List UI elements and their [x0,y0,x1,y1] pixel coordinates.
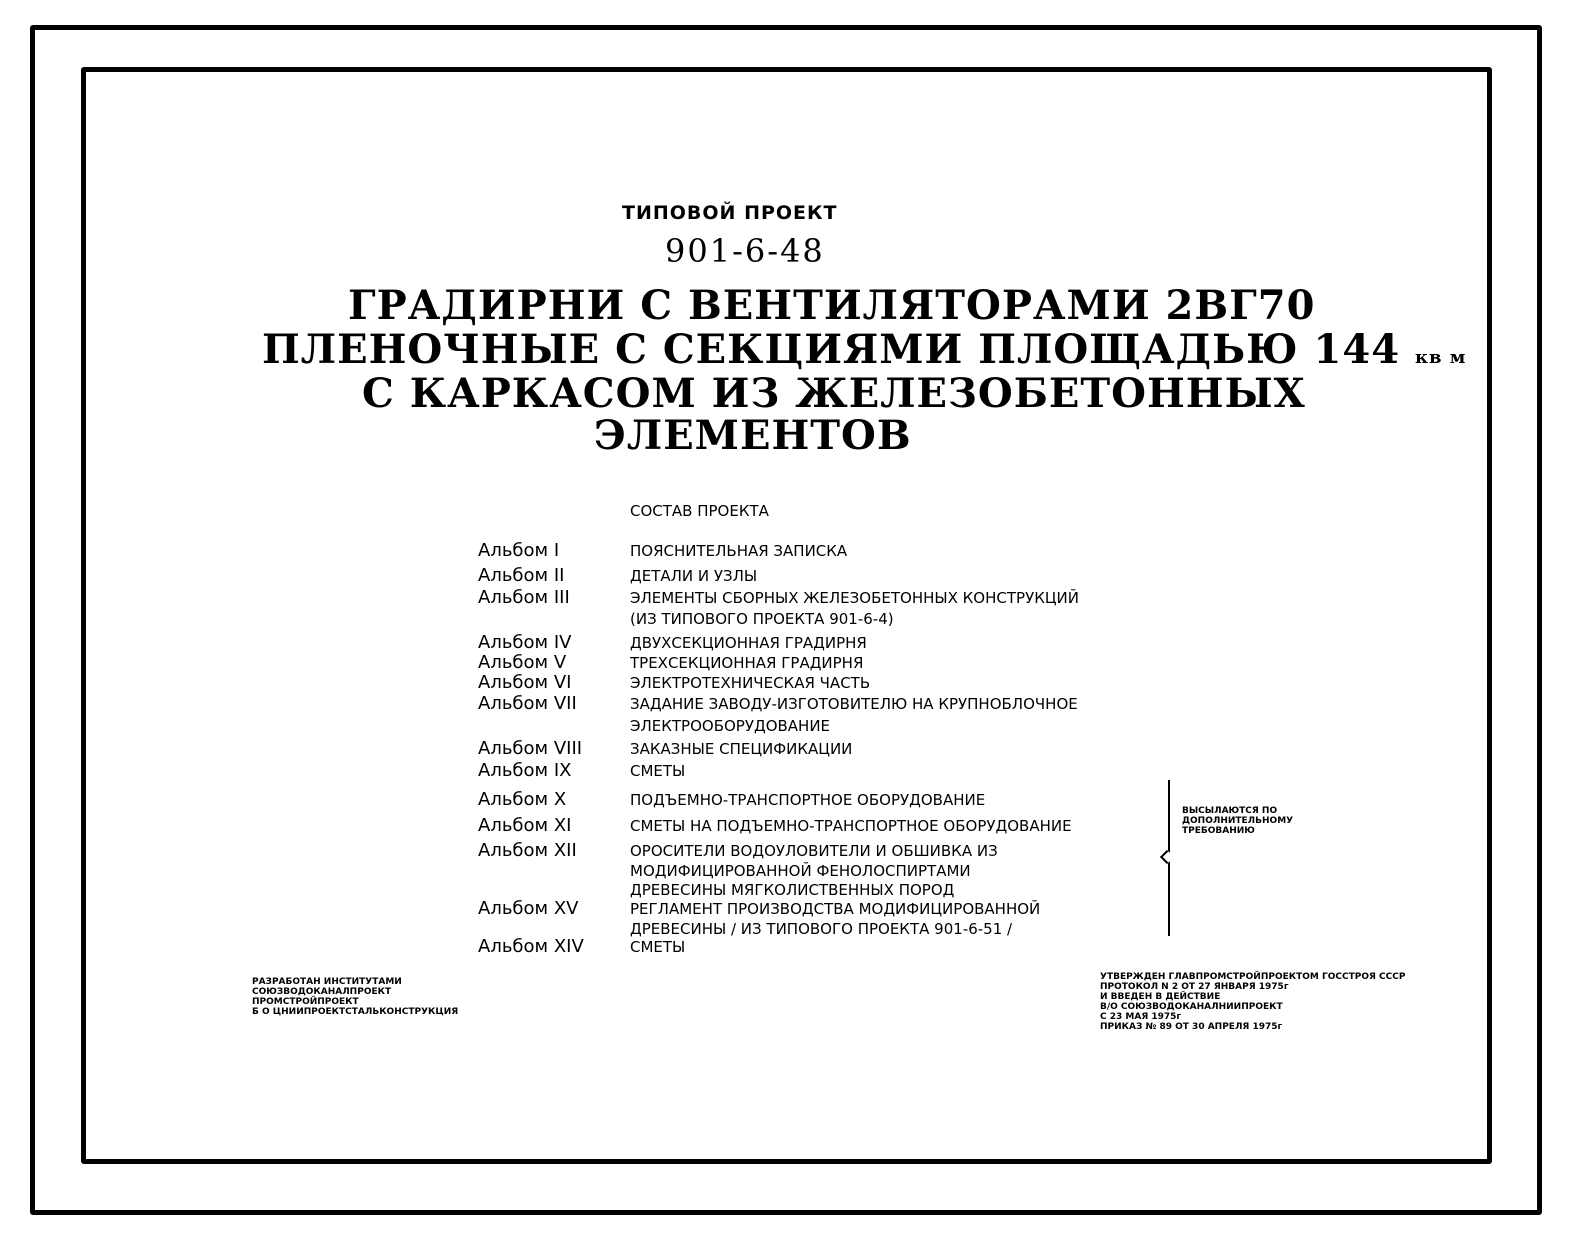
album-description: ТРЕХСЕКЦИОННАЯ ГРАДИРНЯ [630,654,864,672]
album-description: ЭЛЕКТРОТЕХНИЧЕСКАЯ ЧАСТЬ [630,674,871,692]
title-line-2 [262,326,1466,373]
approval-line: ПРИКАЗ № 89 ОТ 30 АПРЕЛЯ 1975г [1100,1022,1283,1032]
brace-note-line: ВЫСЫЛАЮТСЯ ПО [1182,806,1278,816]
album-label: Альбом IV [478,632,572,653]
album-description: СМЕТЫ [630,762,686,780]
album-description: ПОЯСНИТЕЛЬНАЯ ЗАПИСКА [630,542,848,560]
approval-stamp [1100,972,1405,1032]
album-description: ОРОСИТЕЛИ ВОДОУЛОВИТЕЛИ И ОБШИВКА ИЗ [630,842,998,860]
approval-line: И ВВЕДЕН В ДЕЙСТВИЕ [1100,992,1221,1002]
album-description: ЭЛЕМЕНТЫ СБОРНЫХ ЖЕЛЕЗОБЕТОННЫХ КОНСТРУКЦИЙ [630,589,1079,607]
approval-line: ПРОТОКОЛ N 2 ОТ 27 ЯНВАРЯ 1975г [1100,982,1289,992]
album-description: РЕГЛАМЕНТ ПРОИЗВОДСТВА МОДИФИЦИРОВАННОЙ [630,900,1041,918]
album-description: ЭЛЕКТРООБОРУДОВАНИЕ [630,717,831,735]
title-line-1: ГРАДИРНИ С ВЕНТИЛЯТОРАМИ 2ВГ70 [348,282,1316,329]
album-label: Альбом II [478,565,565,586]
album-label: Альбом XV [478,898,579,919]
brace-note-line: ТРЕБОВАНИЮ [1182,826,1255,836]
approval-line: В/О СОЮЗВОДОКАНАЛНИИПРОЕКТ [1100,1002,1283,1012]
album-label: Альбом X [478,789,567,810]
brace-note-line: ДОПОЛНИТЕЛЬНОМУ [1182,816,1294,826]
developed-by-line: СОЮЗВОДОКАНАЛПРОЕКТ [252,987,392,997]
title-line-2-text: ПЛЕНОЧНЫЕ С СЕКЦИЯМИ ПЛОЩАДЬЮ 144 [262,326,1401,373]
album-label: Альбом XI [478,815,572,836]
area-unit: кв м [1414,347,1467,368]
contents-heading: СОСТАВ ПРОЕКТА [630,502,769,520]
album-label: Альбом VI [478,672,572,693]
approval-line: С 23 МАЯ 1975г [1100,1012,1182,1022]
album-label: Альбом VIII [478,738,583,759]
album-label: Альбом III [478,587,570,608]
album-description: СМЕТЫ НА ПОДЪЕМНО-ТРАНСПОРТНОЕ ОБОРУДОВАНИЕ [630,817,1072,835]
project-number: 901-6-48 [665,232,825,270]
album-description: ДВУХСЕКЦИОННАЯ ГРАДИРНЯ [630,634,867,652]
project-type: ТИПОВОЙ ПРОЕКТ [622,202,838,224]
developed-by [252,977,458,1017]
album-label: Альбом XII [478,840,577,861]
album-description: СМЕТЫ [630,938,686,956]
album-description: МОДИФИЦИРОВАННОЙ ФЕНОЛОСПИРТАМИ [630,861,971,880]
album-description: ПОДЪЕМНО-ТРАНСПОРТНОЕ ОБОРУДОВАНИЕ [630,791,986,809]
brace [1158,780,1170,936]
developed-by-line: ПРОМСТРОЙПРОЕКТ [252,997,359,1007]
album-description: (ИЗ ТИПОВОГО ПРОЕКТА 901-6-4) [630,610,894,628]
title-line-3: С КАРКАСОМ ИЗ ЖЕЛЕЗОБЕТОННЫХ [362,370,1306,417]
album-label: Альбом I [478,540,560,561]
album-description: ЗАДАНИЕ ЗАВОДУ-ИЗГОТОВИТЕЛЮ НА КРУПНОБЛОЧНОЕ [630,695,1078,713]
album-label: Альбом IX [478,760,572,781]
album-description: ДРЕВЕСИНЫ / ИЗ ТИПОВОГО ПРОЕКТА 901-6-51 / [630,920,1013,938]
album-description: ЗАКАЗНЫЕ СПЕЦИФИКАЦИИ [630,740,853,758]
brace-note [1182,806,1293,836]
album-label: Альбом V [478,652,567,673]
album-label: Альбом XIV [478,936,584,957]
album-description: ДЕТАЛИ И УЗЛЫ [630,567,758,585]
approval-line: УТВЕРЖДЕН ГЛАВПРОМСТРОЙПРОЕКТОМ ГОССТРОЯ СССР [1100,972,1406,982]
developed-by-line: РАЗРАБОТАН ИНСТИТУТАМИ [252,977,402,987]
developed-by-line: Б О ЦНИИПРОЕКТСТАЛЬКОНСТРУКЦИЯ [252,1007,459,1017]
album-label: Альбом VII [478,693,577,714]
title-line-4: ЭЛЕМЕНТОВ [594,412,912,459]
album-description: ДРЕВЕСИНЫ МЯГКОЛИСТВЕННЫХ ПОРОД [630,881,955,899]
